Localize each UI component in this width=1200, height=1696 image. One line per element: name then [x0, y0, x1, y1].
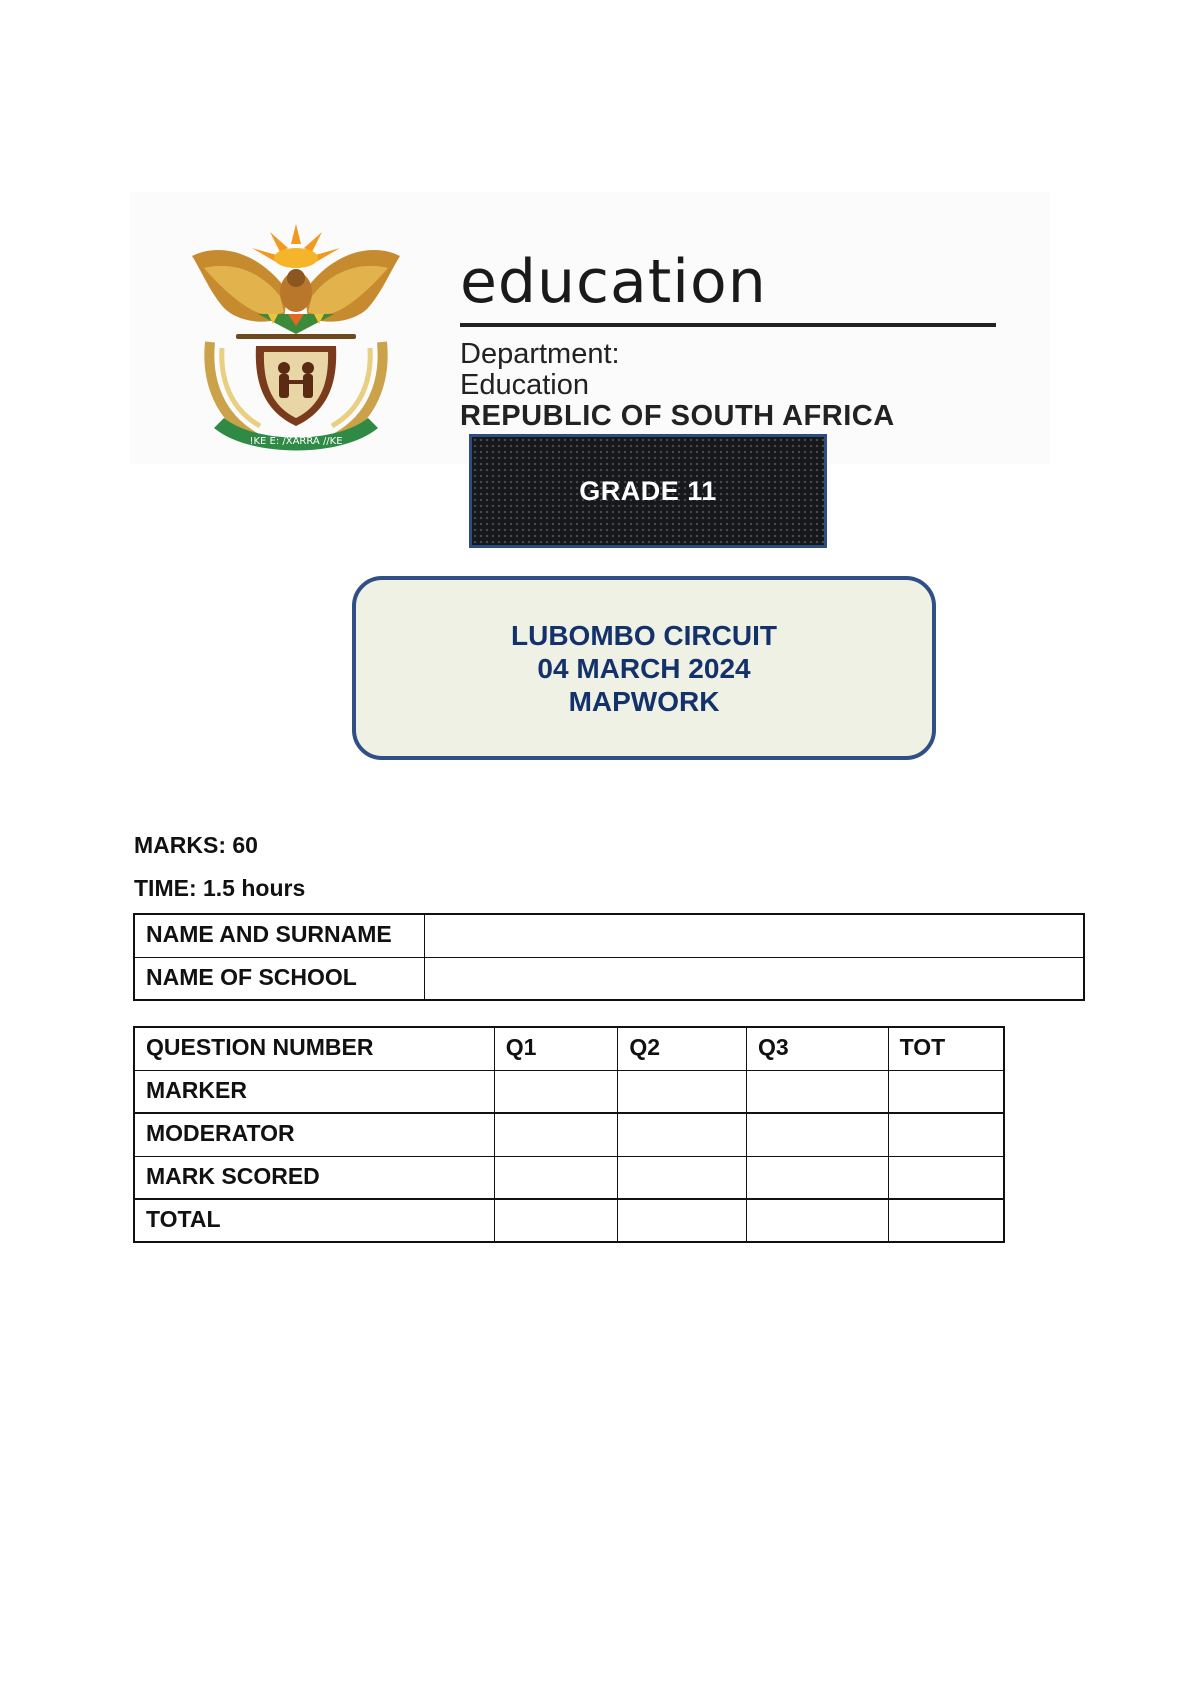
school-name-label: NAME OF SCHOOL [134, 957, 424, 1000]
score-cell[interactable] [888, 1199, 1004, 1242]
total-marks: MARKS: 60 [134, 832, 258, 858]
table-row [134, 1199, 1004, 1242]
score-cell[interactable] [888, 1113, 1004, 1156]
subject-name: MAPWORK [568, 685, 720, 717]
score-table-header-row [134, 1027, 1004, 1070]
exam-duration: TIME: 1.5 hours [134, 875, 306, 901]
header-q3: Q3 [747, 1027, 889, 1070]
score-cell[interactable] [747, 1070, 889, 1113]
score-cell[interactable] [747, 1156, 889, 1199]
wordmark-divider [460, 323, 996, 327]
score-cell[interactable] [618, 1070, 747, 1113]
score-cell[interactable] [494, 1156, 618, 1199]
row-label-mark-scored: MARK SCORED [134, 1156, 494, 1199]
grade-badge [469, 434, 827, 548]
coat-of-arms-logo [180, 222, 412, 460]
score-cell[interactable] [618, 1113, 747, 1156]
header-tot: TOT [888, 1027, 1004, 1070]
department-label: Department: [460, 338, 620, 370]
table-row [134, 1113, 1004, 1156]
score-cell[interactable] [888, 1070, 1004, 1113]
score-cell[interactable] [494, 1199, 618, 1242]
education-wordmark: education [460, 247, 767, 317]
header-q1: Q1 [494, 1027, 618, 1070]
country-name: REPUBLIC OF SOUTH AFRICA [460, 400, 895, 432]
school-name-field[interactable] [424, 957, 1084, 1000]
grade-label: GRADE 11 [579, 475, 717, 506]
score-cell[interactable] [494, 1070, 618, 1113]
coat-of-arms-motto: !KE E: /XARRA //KE [249, 436, 343, 447]
table-row [134, 957, 1084, 1000]
score-cell[interactable] [618, 1156, 747, 1199]
score-table [133, 1026, 1005, 1243]
header-q2: Q2 [618, 1027, 747, 1070]
department-name: Education [460, 369, 589, 401]
table-row [134, 1156, 1004, 1199]
score-cell[interactable] [747, 1199, 889, 1242]
row-label-moderator: MODERATOR [134, 1113, 494, 1156]
circuit-info-box [352, 576, 936, 760]
name-surname-label: NAME AND SURNAME [134, 914, 424, 957]
header-question-number: QUESTION NUMBER [134, 1027, 494, 1070]
table-row [134, 914, 1084, 957]
exam-date: 04 MARCH 2024 [537, 652, 751, 684]
name-surname-field[interactable] [424, 914, 1084, 957]
row-label-marker: MARKER [134, 1070, 494, 1113]
learner-details-table [133, 913, 1085, 1001]
table-row [134, 1070, 1004, 1113]
score-cell[interactable] [494, 1113, 618, 1156]
score-cell[interactable] [747, 1113, 889, 1156]
row-label-total: TOTAL [134, 1199, 494, 1242]
score-cell[interactable] [618, 1199, 747, 1242]
score-cell[interactable] [888, 1156, 1004, 1199]
circuit-name: LUBOMBO CIRCUIT [511, 619, 777, 651]
